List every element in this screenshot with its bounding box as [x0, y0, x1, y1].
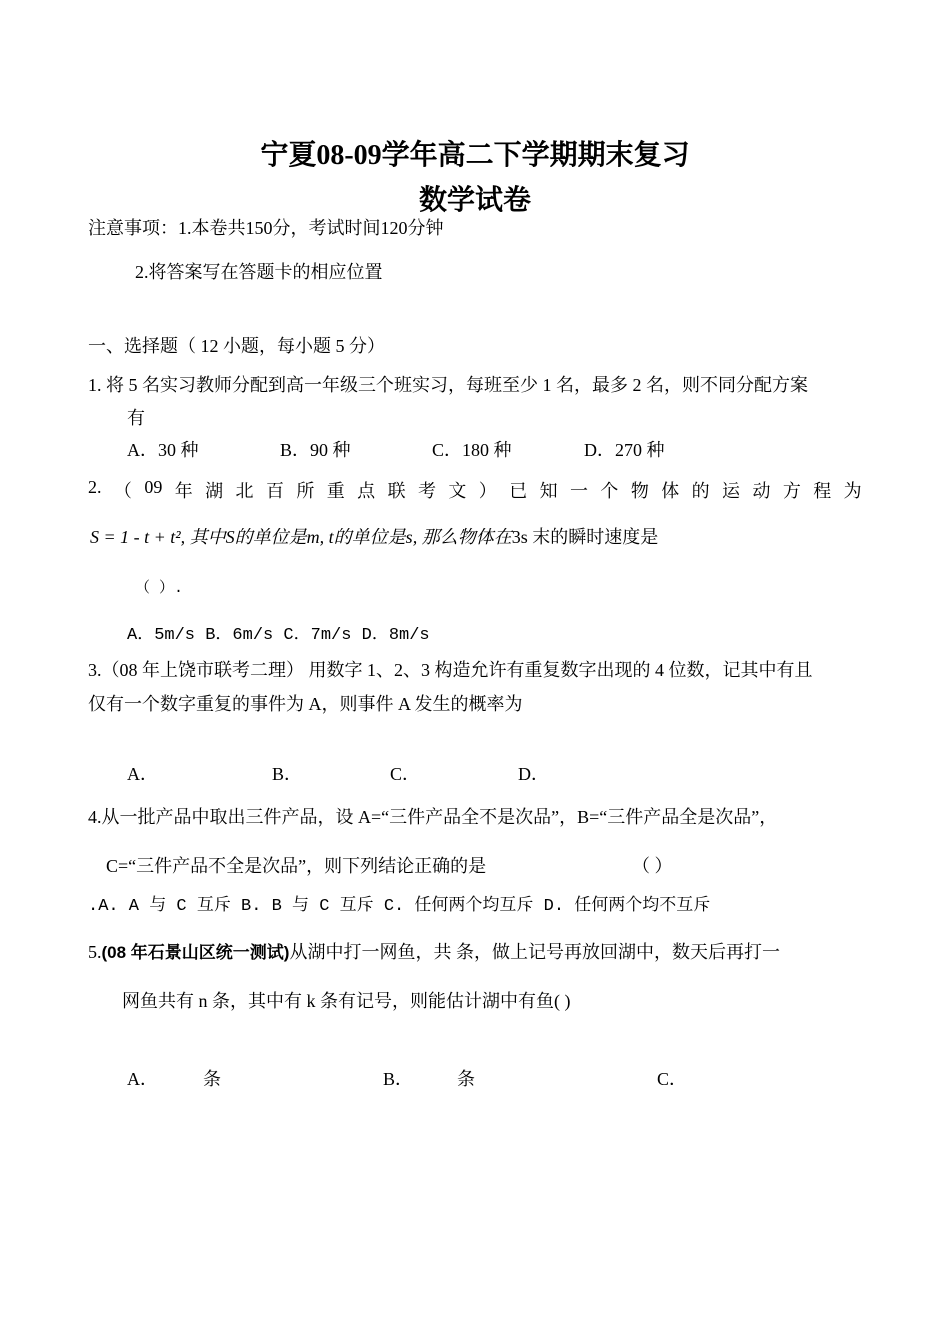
q4-text-line-2: C=“三件产品不全是次品”，则下列结论正确的是 [106, 856, 487, 876]
q1-option-a: A．30 种 [127, 440, 199, 460]
q2-char: 年 [174, 481, 193, 501]
page-title: 宁夏08-09学年高二下学期期末复习 [260, 140, 690, 171]
q2-char: 重 [326, 481, 345, 501]
q2-char: 一 [570, 481, 588, 501]
q5-option-a-unit: 条 [203, 1069, 221, 1089]
q1-option-d: D．270 种 [584, 440, 665, 460]
q2-char: 体 [661, 481, 680, 501]
q2-char: 文 [448, 481, 467, 501]
q2-char: 个 [600, 481, 619, 501]
page-subtitle: 数学试卷 [418, 185, 531, 216]
q3-option-b: B． [272, 764, 303, 784]
q5-text-rest: 从湖中打一网鱼，共 条，做上记号再放回湖中，数天后再打一 [289, 942, 780, 962]
q5-option-b: B． [383, 1069, 414, 1089]
q2-formula: S = 1 - t + t², 其中S的单位是m, t的单位是s, 那么物体在 [90, 527, 512, 547]
q2-char: ） [478, 481, 497, 501]
q2-formula-tail: 3s 末的瞬时速度是 [511, 527, 659, 547]
q3-option-c: C． [390, 764, 421, 784]
q2-text-line-1 [88, 477, 862, 503]
q4-text-line-1: 4.从一批产品中取出三件产品，设 A=“三件产品全不是次品”，B=“三件产品全是次品”， [88, 807, 778, 827]
notes-line-2: 2.将答案写在答题卡的相应位置 [135, 262, 383, 282]
q5-text-line-2: 网鱼共有 n 条，其中有 k 条有记号，则能估计湖中有鱼( ) [122, 991, 571, 1011]
q2-char: 09 [144, 477, 163, 497]
q1-text-line-1: 1. 将 5 名实习教师分配到高一年级三个班实习，每班至少 1 名，最多 2 名，则不同分配方案 [88, 375, 808, 395]
q1-option-c: C．180 种 [432, 440, 512, 460]
q5-number: 5. [88, 942, 102, 962]
q1-text-line-2: 有 [127, 408, 145, 428]
q5-source: (08 年石景山区统一测试) [101, 943, 290, 962]
q4-answer-bracket: （ ） [632, 856, 673, 876]
q2-char: 为 [843, 481, 862, 501]
q5-text-line-1 [88, 938, 780, 964]
q1-option-b: B．90 种 [280, 440, 351, 460]
q5-option-a: A． [127, 1069, 158, 1089]
notes-line-1: 注意事项：1.本卷共150分，考试时间120分钟 [88, 218, 444, 238]
q2-char: 知 [539, 481, 558, 501]
q2-formula-line [90, 523, 658, 549]
q2-char: 考 [417, 481, 436, 501]
q2-char: 湖 [205, 481, 224, 501]
q3-text-line-1: 3.（08 年上饶市联考二理） 用数字 1、2、3 构造允许有重复数字出现的 4 位数，记其中有且 [88, 660, 813, 680]
q2-char: 百 [265, 481, 284, 501]
q2-char: 的 [691, 481, 710, 501]
q2-char: 联 [387, 481, 406, 501]
q3-option-d: D． [518, 764, 549, 784]
q2-char: 动 [752, 481, 771, 501]
q3-text-line-2: 仅有一个数字重复的事件为 A，则事件 A 发生的概率为 [88, 694, 523, 714]
q5-option-c: C． [657, 1069, 688, 1089]
q2-char: 物 [630, 481, 649, 501]
q2-char: 所 [296, 481, 315, 501]
q2-char: 北 [235, 481, 254, 501]
section-heading: 一、选择题（ 12 小题，每小题 5 分） [88, 336, 385, 356]
q3-option-a: A． [127, 764, 158, 784]
q2-char: 运 [722, 481, 741, 501]
q2-char: 2. [88, 477, 102, 497]
q4-options: .A. A 与 C 互斥 B. B 与 C 互斥 C. 任何两个均互斥 D. 任何两个均不互斥 [88, 897, 711, 916]
q5-option-b-unit: 条 [457, 1069, 475, 1089]
q2-char: 程 [813, 481, 832, 501]
q2-answer-bracket: （ ）. [135, 580, 184, 597]
q2-char: 已 [509, 481, 528, 501]
q2-options: A．5m/s B．6m/s C．7m/s D．8m/s [127, 626, 430, 645]
q2-char: （ [113, 481, 132, 501]
q2-char: 方 [782, 481, 801, 501]
q2-char: 点 [357, 481, 376, 501]
